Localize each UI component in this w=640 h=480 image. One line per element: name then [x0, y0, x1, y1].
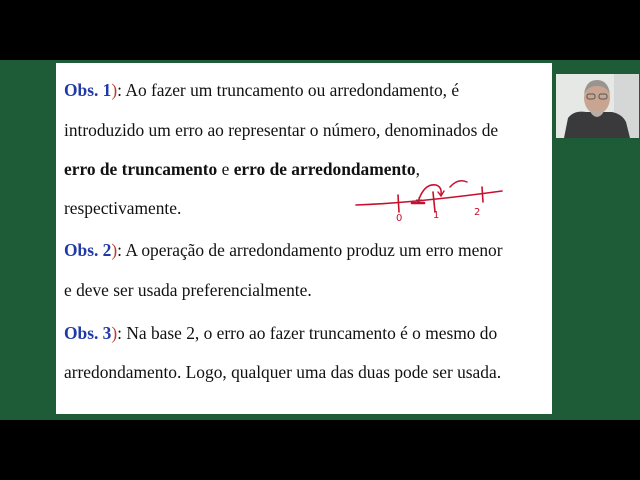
webcam-overlay — [556, 74, 639, 138]
obs3-line2: arredondamento. Logo, qualquer uma das duas pode ser usada. — [64, 362, 502, 382]
obs2-colon: : — [117, 240, 122, 260]
obs2-text1: A operação de arredondamento produz um erro menor — [122, 240, 503, 260]
term-truncamento: erro de truncamento — [64, 159, 218, 179]
letterbox-bottom — [0, 420, 640, 480]
obs1-text1: Ao fazer um truncamento ou arredondamento, é — [122, 80, 460, 100]
obs1-paren: ) — [111, 80, 118, 100]
obs3-line1 — [64, 323, 497, 343]
obs3-colon: : — [117, 323, 122, 343]
obs1-line3 — [64, 159, 420, 179]
obs2-label: Obs. 2 — [64, 240, 112, 260]
obs1-line4: respectivamente. — [64, 198, 182, 218]
tick-label-0: 0 — [396, 213, 403, 222]
term-arredondamento: erro de arredondamento — [233, 159, 416, 179]
obs1-label: Obs. 1 — [64, 80, 112, 100]
letterbox-top — [0, 0, 640, 60]
obs1-line2: introduzido um erro ao representar o número, denominados de — [64, 120, 499, 140]
slide — [56, 63, 552, 414]
obs1-comma: , — [415, 159, 420, 179]
obs3-label: Obs. 3 — [64, 323, 112, 343]
obs2-paren: ) — [111, 240, 118, 260]
obs3-text1: Na base 2, o erro ao fazer truncamento é o mesmo do — [122, 323, 498, 343]
obs1-colon: : — [117, 80, 122, 100]
obs3-paren: ) — [111, 323, 118, 343]
video-frame — [0, 60, 640, 420]
presenter-video — [556, 74, 639, 138]
obs2-line1 — [64, 240, 503, 260]
obs1-line1 — [64, 80, 459, 100]
handwritten-number-line — [354, 178, 510, 222]
obs1-conj: e — [217, 159, 234, 179]
tick-label-2: 2 — [474, 207, 481, 218]
obs2-line2: e deve ser usada preferencialmente. — [64, 280, 312, 300]
tick-label-1: 1 — [433, 210, 440, 221]
